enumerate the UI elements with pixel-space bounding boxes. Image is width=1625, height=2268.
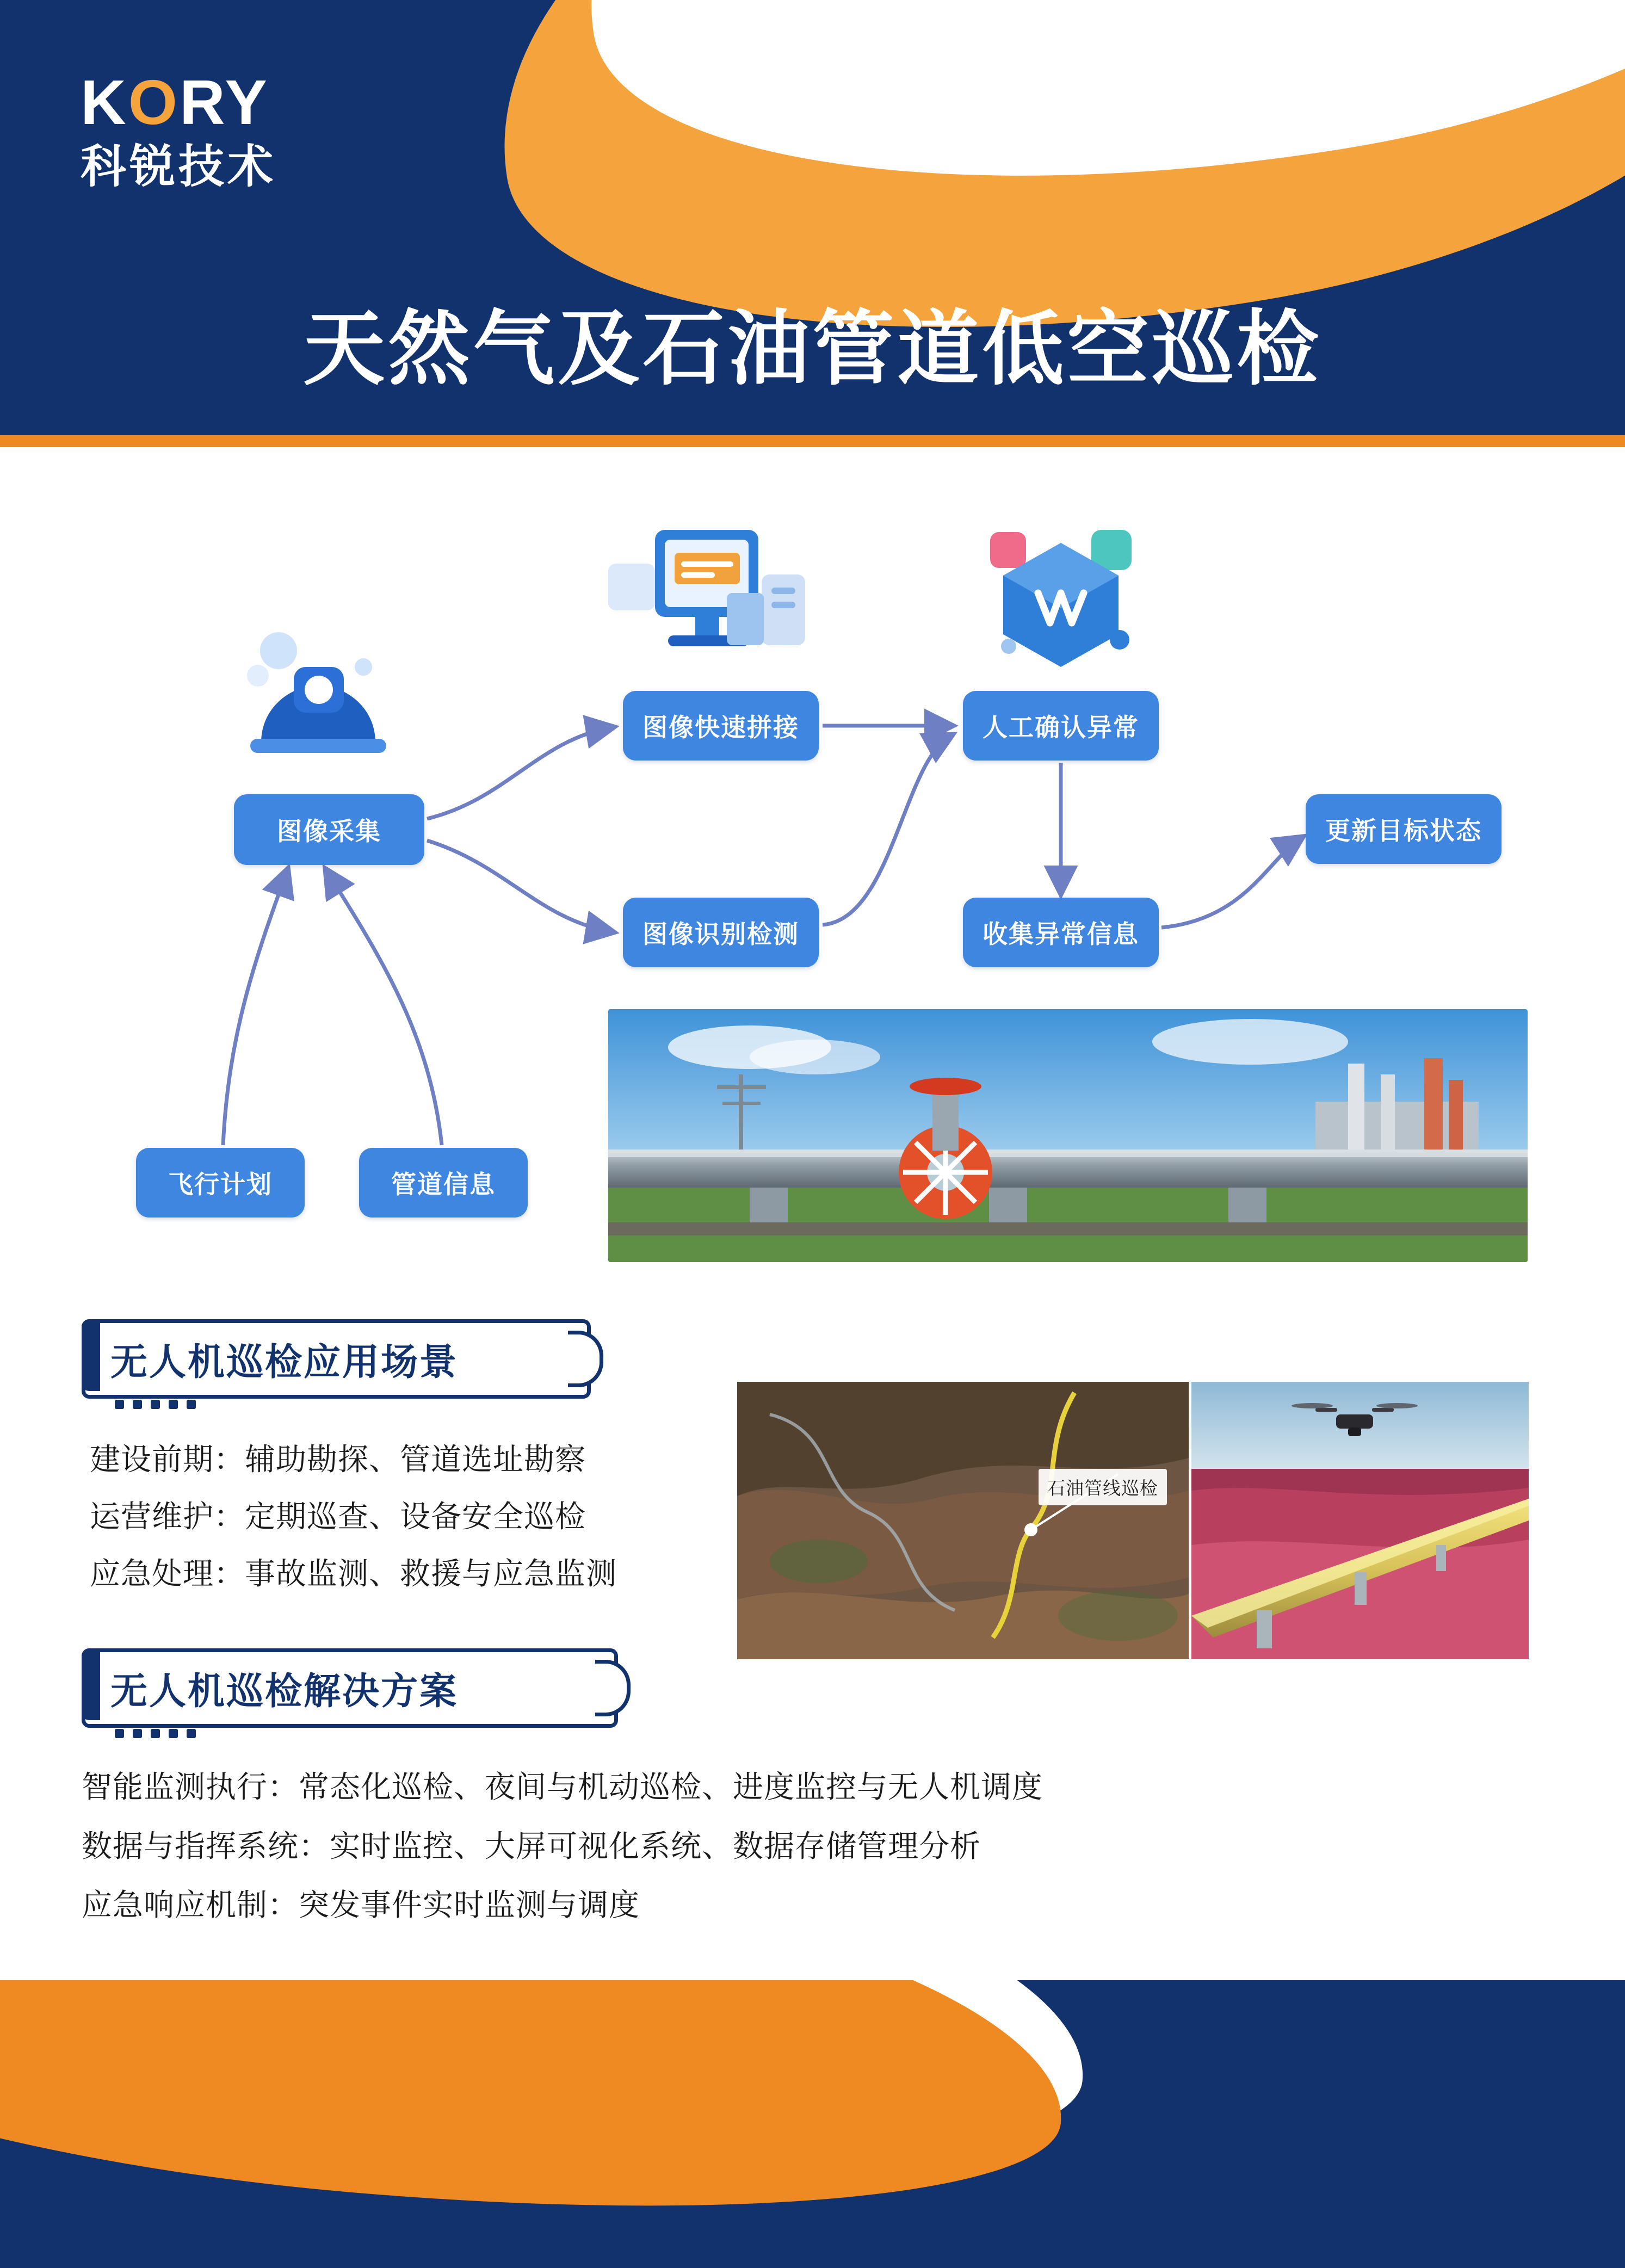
scenarios-line-1: 建设前期：辅助勘探、管道选址勘察 xyxy=(90,1442,586,1476)
photo-drone-inspection xyxy=(1191,1382,1529,1659)
solutions-line-2: 数据与指挥系统：实时监控、大屏可视化系统、数据存储管理分析 xyxy=(82,1828,981,1863)
solutions-line-1: 智能监测执行：常态化巡检、夜间与机动巡检、进度监控与无人机调度 xyxy=(82,1770,1043,1804)
camera-icon xyxy=(228,615,408,778)
brand-logo-ry: RY xyxy=(180,67,269,138)
scenarios-text-block xyxy=(90,1436,732,1607)
banner-dots-decoration xyxy=(115,1400,196,1409)
flow-node-image-detection[interactable]: 图像识别检测 xyxy=(623,898,819,967)
monitor-workstation-icon xyxy=(598,511,816,675)
flow-node-manual-confirm[interactable]: 人工确认异常 xyxy=(963,691,1159,761)
section-banner-scenarios xyxy=(82,1319,591,1399)
brand-logo-k: K xyxy=(81,67,128,138)
photo-terrain-caption: 石油管线巡检 xyxy=(1039,1469,1167,1505)
solutions-line-3: 应急响应机制：突发事件实时监测与调度 xyxy=(82,1888,640,1923)
photo-pipeline-site xyxy=(608,1009,1528,1262)
flow-node-image-stitching[interactable]: 图像快速拼接 xyxy=(623,691,819,761)
flow-node-update-status[interactable]: 更新目标状态 xyxy=(1306,794,1502,864)
brand-logo-chinese: 科锐技术 xyxy=(81,141,277,192)
flow-node-pipeline-info[interactable]: 管道信息 xyxy=(359,1148,528,1218)
scenarios-line-3: 应急处理：事故监测、救援与应急监测 xyxy=(90,1556,617,1591)
banner-dots-decoration-2 xyxy=(115,1729,196,1738)
flow-node-collect-anomaly[interactable]: 收集异常信息 xyxy=(963,898,1159,967)
page-title: 天然气及石油管道低空巡检 xyxy=(303,303,1322,394)
flow-node-image-capture[interactable]: 图像采集 xyxy=(234,794,424,865)
brand-logo-o: O xyxy=(128,67,180,138)
photo-terrain-survey xyxy=(737,1382,1189,1659)
page-footer xyxy=(0,1980,1625,2268)
ai-analysis-cube-icon xyxy=(974,511,1148,675)
footer-orange-swoosh xyxy=(0,1980,1078,2253)
flow-node-flight-plan[interactable]: 飞行计划 xyxy=(136,1148,305,1218)
section-banner-scenarios-label: 无人机巡检应用场景 xyxy=(110,1341,459,1383)
section-banner-solutions xyxy=(82,1648,618,1728)
section-banner-solutions-label: 无人机巡检解决方案 xyxy=(110,1670,459,1712)
scenarios-line-2: 运营维护：定期巡查、设备安全巡检 xyxy=(90,1499,586,1534)
solutions-text-block xyxy=(82,1763,1550,1940)
